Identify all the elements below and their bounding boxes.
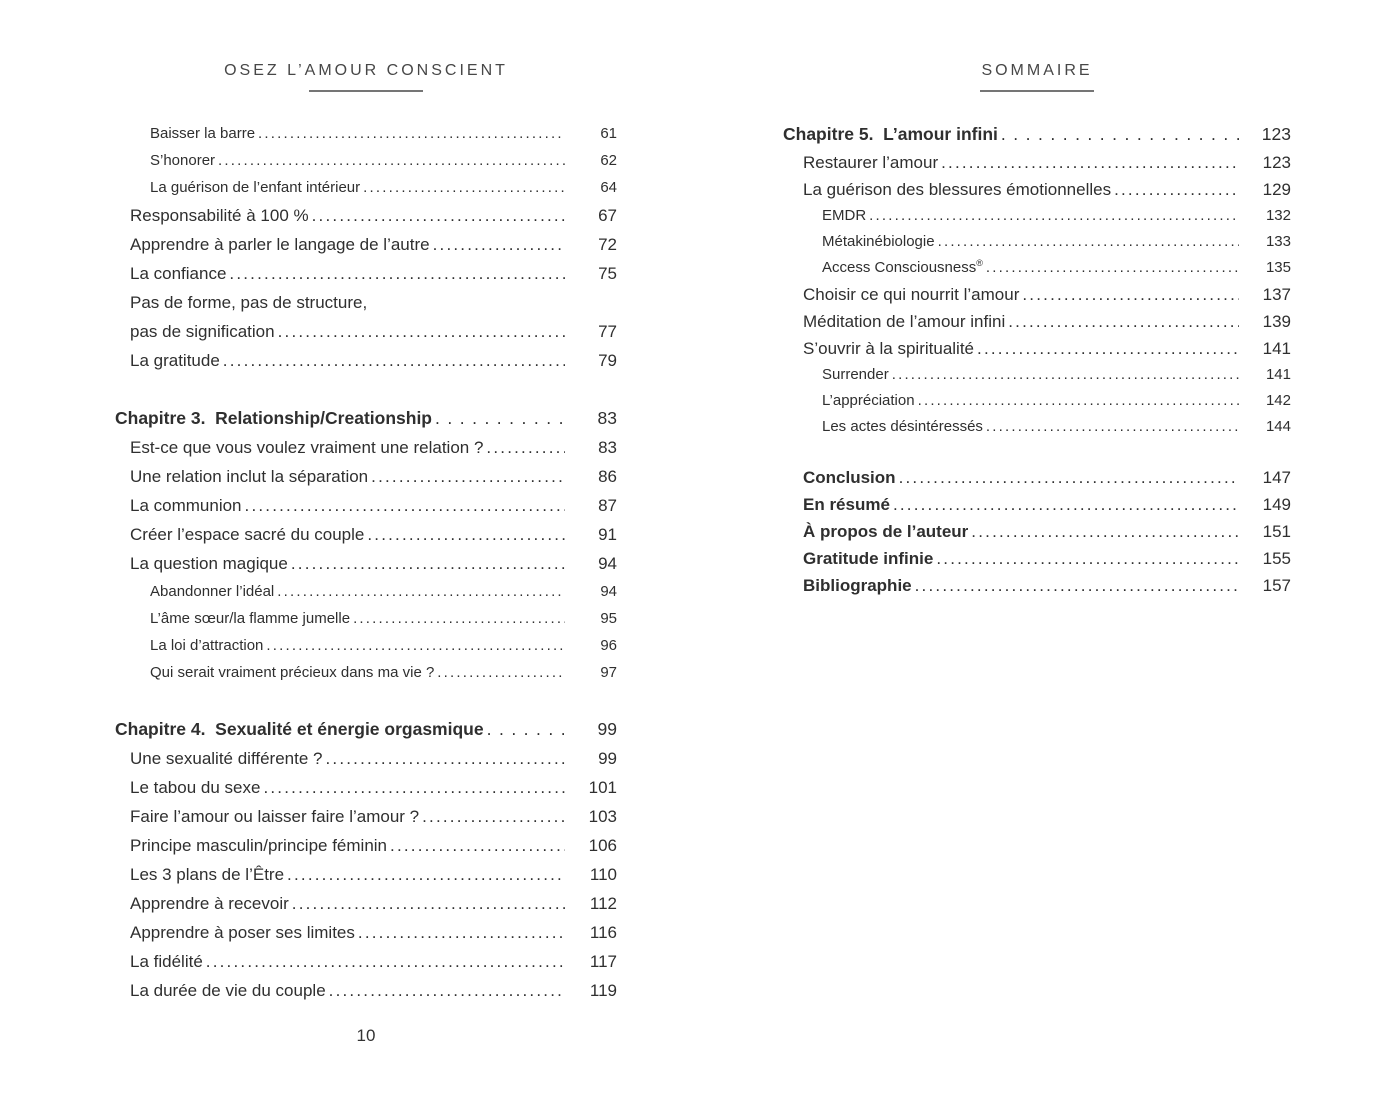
dot-leader xyxy=(223,346,565,375)
toc-entry xyxy=(783,362,1291,388)
toc-entry-page-number: 95 xyxy=(600,610,617,627)
toc-entry-page-number: 129 xyxy=(1262,180,1291,199)
dot-leader xyxy=(292,889,565,918)
toc-entry xyxy=(783,335,1291,362)
running-header-left xyxy=(115,62,617,92)
dot-leader xyxy=(486,433,565,462)
toc-entry xyxy=(115,632,617,659)
toc-entry xyxy=(783,281,1291,308)
dot-leader xyxy=(437,659,565,686)
toc-entry-title: La gratitude xyxy=(130,351,220,370)
toc-entry xyxy=(115,147,617,174)
dot-leader xyxy=(1114,176,1239,203)
toc-entry-page-number: 116 xyxy=(589,923,617,942)
toc-entry-page-number: 110 xyxy=(589,865,617,884)
dot-leader xyxy=(390,831,565,860)
toc-entry-title: La communion xyxy=(130,496,242,515)
toc-entry-page-number: 64 xyxy=(600,179,617,196)
toc-entry xyxy=(115,317,617,346)
toc-entry xyxy=(115,462,617,491)
toc-entry xyxy=(115,549,617,578)
dot-leader xyxy=(367,520,565,549)
toc-entry-title: Bibliographie xyxy=(803,576,912,595)
dot-leader xyxy=(487,715,565,744)
toc-entry xyxy=(115,520,617,549)
dot-leader xyxy=(229,259,565,288)
toc-entry xyxy=(115,947,617,976)
toc-entry-title: S’ouvrir à la spiritualité xyxy=(803,339,975,358)
dot-leader xyxy=(277,578,565,605)
toc-entry xyxy=(115,433,617,462)
toc-entry-title: Surrender xyxy=(822,366,889,383)
dot-leader xyxy=(433,230,565,259)
toc-entry xyxy=(783,464,1291,491)
toc-list-left xyxy=(115,120,617,1005)
dot-leader xyxy=(422,802,565,831)
toc-entry-title: pas de signification xyxy=(130,322,275,341)
toc-entry-title: Conclusion xyxy=(803,468,896,487)
toc-entry-page-number: 86 xyxy=(598,467,617,486)
dot-leader xyxy=(245,491,565,520)
toc-entry-page-number: 101 xyxy=(588,778,617,797)
dot-leader xyxy=(258,120,565,147)
dot-leader xyxy=(218,147,565,174)
dot-leader xyxy=(915,572,1239,599)
toc-entry-title: La question magique xyxy=(130,554,288,573)
toc-entry-page-number: 139 xyxy=(1262,312,1291,331)
toc-entry-title: Apprendre à recevoir xyxy=(130,894,289,913)
toc-entry-page-number: 79 xyxy=(598,351,617,370)
toc-entry xyxy=(115,659,617,686)
toc-entry-title: L’appréciation xyxy=(822,392,915,409)
toc-entry xyxy=(115,918,617,947)
dot-leader xyxy=(986,255,1239,281)
dot-leader xyxy=(371,462,565,491)
toc-entry-title: Une relation inclut la séparation xyxy=(130,467,369,486)
dot-leader xyxy=(1008,308,1239,335)
toc-entry-title: Apprendre à parler le langage de l’autre xyxy=(130,235,430,254)
toc-page-left xyxy=(115,0,617,1115)
toc-entry xyxy=(115,346,617,375)
toc-entry-page-number: 72 xyxy=(598,235,617,254)
toc-entry-title: Chapitre 3. Relationship/Creationship xyxy=(115,408,432,428)
toc-entry-title: Est-ce que vous voulez vraiment une relation ? xyxy=(130,438,484,457)
toc-entry-title: S’honorer xyxy=(150,152,216,169)
toc-entry xyxy=(783,203,1291,229)
toc-entry-page-number: 123 xyxy=(1262,153,1291,172)
toc-entry-title: Gratitude infinie xyxy=(803,549,934,568)
toc-entry-title: La fidélité xyxy=(130,952,203,971)
toc-entry-page-number: 133 xyxy=(1265,233,1291,250)
dot-leader xyxy=(941,149,1239,176)
toc-entry-page-number: 135 xyxy=(1265,259,1291,276)
dot-leader xyxy=(435,404,565,433)
toc-entry xyxy=(115,288,617,317)
toc-entry-page-number: 132 xyxy=(1265,207,1291,224)
dot-leader xyxy=(206,947,565,976)
toc-entry-title: EMDR xyxy=(822,207,867,224)
dot-leader xyxy=(893,491,1239,518)
toc-entry xyxy=(115,744,617,773)
toc-section xyxy=(115,715,617,1005)
dot-leader xyxy=(291,549,565,578)
toc-entry-title: Choisir ce qui nourrit l’amour xyxy=(803,285,1020,304)
toc-entry xyxy=(783,414,1291,440)
toc-entry-title: Chapitre 4. Sexualité et énergie orgasmique xyxy=(115,719,484,739)
dot-leader xyxy=(986,414,1239,440)
dot-leader xyxy=(1022,281,1239,308)
toc-entry-page-number: 141 xyxy=(1262,339,1291,358)
toc-entry xyxy=(783,229,1291,255)
toc-entry-page-number: 155 xyxy=(1262,549,1291,568)
page-header-title: OSEZ L’AMOUR CONSCIENT xyxy=(224,62,508,79)
toc-entry-title: Pas de forme, pas de structure, xyxy=(130,293,368,312)
toc-entry-page-number: 61 xyxy=(600,125,617,142)
dot-leader xyxy=(899,464,1239,491)
toc-entry xyxy=(783,149,1291,176)
toc-section xyxy=(115,404,617,686)
toc-entry-page-number: 117 xyxy=(589,952,617,971)
toc-entry-page-number: 141 xyxy=(1265,366,1291,383)
dot-leader xyxy=(971,518,1239,545)
dot-leader xyxy=(312,201,565,230)
toc-entry xyxy=(115,860,617,889)
toc-entry-title: Les actes désintéressés xyxy=(822,418,983,435)
dot-leader xyxy=(918,388,1239,414)
dot-leader xyxy=(363,174,565,201)
toc-entry xyxy=(783,545,1291,572)
toc-entry-page-number: 106 xyxy=(588,836,617,855)
dot-leader xyxy=(266,632,565,659)
toc-entry xyxy=(115,715,617,744)
toc-entry-page-number: 123 xyxy=(1261,124,1291,144)
toc-entry-title: Le tabou du sexe xyxy=(130,778,261,797)
dot-leader xyxy=(936,545,1239,572)
toc-entry xyxy=(115,889,617,918)
toc-entry-page-number: 99 xyxy=(598,749,617,768)
toc-entry xyxy=(115,605,617,632)
dot-leader xyxy=(287,860,565,889)
toc-entry-page-number: 137 xyxy=(1262,285,1291,304)
toc-entry xyxy=(115,404,617,433)
toc-entry-title: Méditation de l’amour infini xyxy=(803,312,1006,331)
dot-leader xyxy=(892,362,1239,388)
toc-entry xyxy=(115,259,617,288)
toc-entry-title: Apprendre à poser ses limites xyxy=(130,923,355,942)
toc-entry xyxy=(115,201,617,230)
toc-list-right xyxy=(783,120,1291,599)
toc-entry xyxy=(115,578,617,605)
toc-entry-title: Baisser la barre xyxy=(150,125,256,142)
running-header-right xyxy=(783,62,1291,92)
toc-entry-page-number: 149 xyxy=(1262,495,1291,514)
toc-entry-page-number: 91 xyxy=(598,525,617,544)
dot-leader xyxy=(329,976,565,1005)
toc-entry-title: Faire l’amour ou laisser faire l’amour ? xyxy=(130,807,420,826)
toc-section xyxy=(783,464,1291,599)
toc-entry xyxy=(783,491,1291,518)
toc-entry-title: Principe masculin/principe féminin xyxy=(130,836,388,855)
toc-entry-title: Chapitre 5. L’amour infini xyxy=(783,124,998,144)
dot-leader xyxy=(278,317,565,346)
toc-entry-page-number: 144 xyxy=(1265,418,1291,435)
toc-entry-page-number: 142 xyxy=(1265,392,1291,409)
toc-entry-page-number: 147 xyxy=(1262,468,1291,487)
toc-entry xyxy=(115,976,617,1005)
toc-entry xyxy=(783,176,1291,203)
dot-leader xyxy=(263,773,565,802)
toc-entry-title: Access Consciousness® xyxy=(822,258,983,276)
registered-trademark-symbol: ® xyxy=(976,258,983,268)
page-header-title: SOMMAIRE xyxy=(981,62,1093,79)
toc-entry xyxy=(115,491,617,520)
toc-entry-page-number: 94 xyxy=(600,583,617,600)
toc-entry-title: Les 3 plans de l’Être xyxy=(130,865,285,884)
toc-entry-page-number: 87 xyxy=(598,496,617,515)
toc-entry xyxy=(783,255,1291,281)
toc-entry-title: Qui serait vraiment précieux dans ma vie ? xyxy=(150,664,435,681)
toc-entry-title: Métakinébiologie xyxy=(822,233,935,250)
toc-entry-title: La guérison des blessures émotionnelles xyxy=(803,180,1112,199)
toc-entry-page-number: 83 xyxy=(597,408,617,428)
toc-entry-title: Restaurer l’amour xyxy=(803,153,939,172)
toc-entry-title: Créer l’espace sacré du couple xyxy=(130,525,365,544)
toc-section xyxy=(783,120,1291,440)
toc-entry-title: Une sexualité différente ? xyxy=(130,749,323,768)
toc-entry xyxy=(115,120,617,147)
page-number-folio: 10 xyxy=(356,1026,376,1045)
toc-entry-title: L’âme sœur/la flamme jumelle xyxy=(150,610,351,627)
dot-leader xyxy=(869,203,1239,229)
toc-entry xyxy=(783,518,1291,545)
toc-entry-page-number: 97 xyxy=(600,664,617,681)
toc-entry-page-number: 83 xyxy=(598,438,617,457)
toc-entry-title: La confiance xyxy=(130,264,227,283)
toc-entry xyxy=(115,230,617,259)
toc-entry-page-number: 103 xyxy=(588,807,617,826)
toc-entry-page-number: 96 xyxy=(600,637,617,654)
dot-leader xyxy=(358,918,565,947)
toc-entry xyxy=(115,802,617,831)
toc-entry-page-number: 151 xyxy=(1262,522,1291,541)
toc-entry xyxy=(783,120,1291,149)
dot-leader xyxy=(977,335,1239,362)
dot-leader xyxy=(353,605,565,632)
toc-entry-title: En résumé xyxy=(803,495,890,514)
toc-entry-page-number: 77 xyxy=(598,322,617,341)
toc-entry-title: À propos de l’auteur xyxy=(803,522,969,541)
toc-entry xyxy=(115,831,617,860)
toc-entry-page-number: 62 xyxy=(600,152,617,169)
toc-entry xyxy=(783,388,1291,414)
toc-entry xyxy=(783,308,1291,335)
toc-entry-page-number: 157 xyxy=(1262,576,1291,595)
dot-leader xyxy=(1001,120,1239,149)
toc-entry xyxy=(783,572,1291,599)
toc-entry-title: La guérison de l’enfant intérieur xyxy=(150,179,361,196)
toc-entry-page-number: 112 xyxy=(589,894,617,913)
toc-entry-page-number: 99 xyxy=(597,719,617,739)
toc-section xyxy=(115,120,617,375)
toc-entry-page-number: 119 xyxy=(589,981,617,1000)
dot-leader xyxy=(325,744,565,773)
toc-entry-page-number: 75 xyxy=(598,264,617,283)
toc-entry-title: Responsabilité à 100 % xyxy=(130,206,309,225)
dot-leader xyxy=(938,229,1239,255)
toc-entry-title: Abandonner l’idéal xyxy=(150,583,275,600)
toc-entry-page-number: 94 xyxy=(598,554,617,573)
toc-entry-page-number: 67 xyxy=(598,206,617,225)
toc-entry xyxy=(115,174,617,201)
toc-page-right xyxy=(783,0,1291,1115)
toc-entry xyxy=(115,773,617,802)
toc-entry-title: La durée de vie du couple xyxy=(130,981,326,1000)
toc-entry-title: La loi d’attraction xyxy=(150,637,264,654)
